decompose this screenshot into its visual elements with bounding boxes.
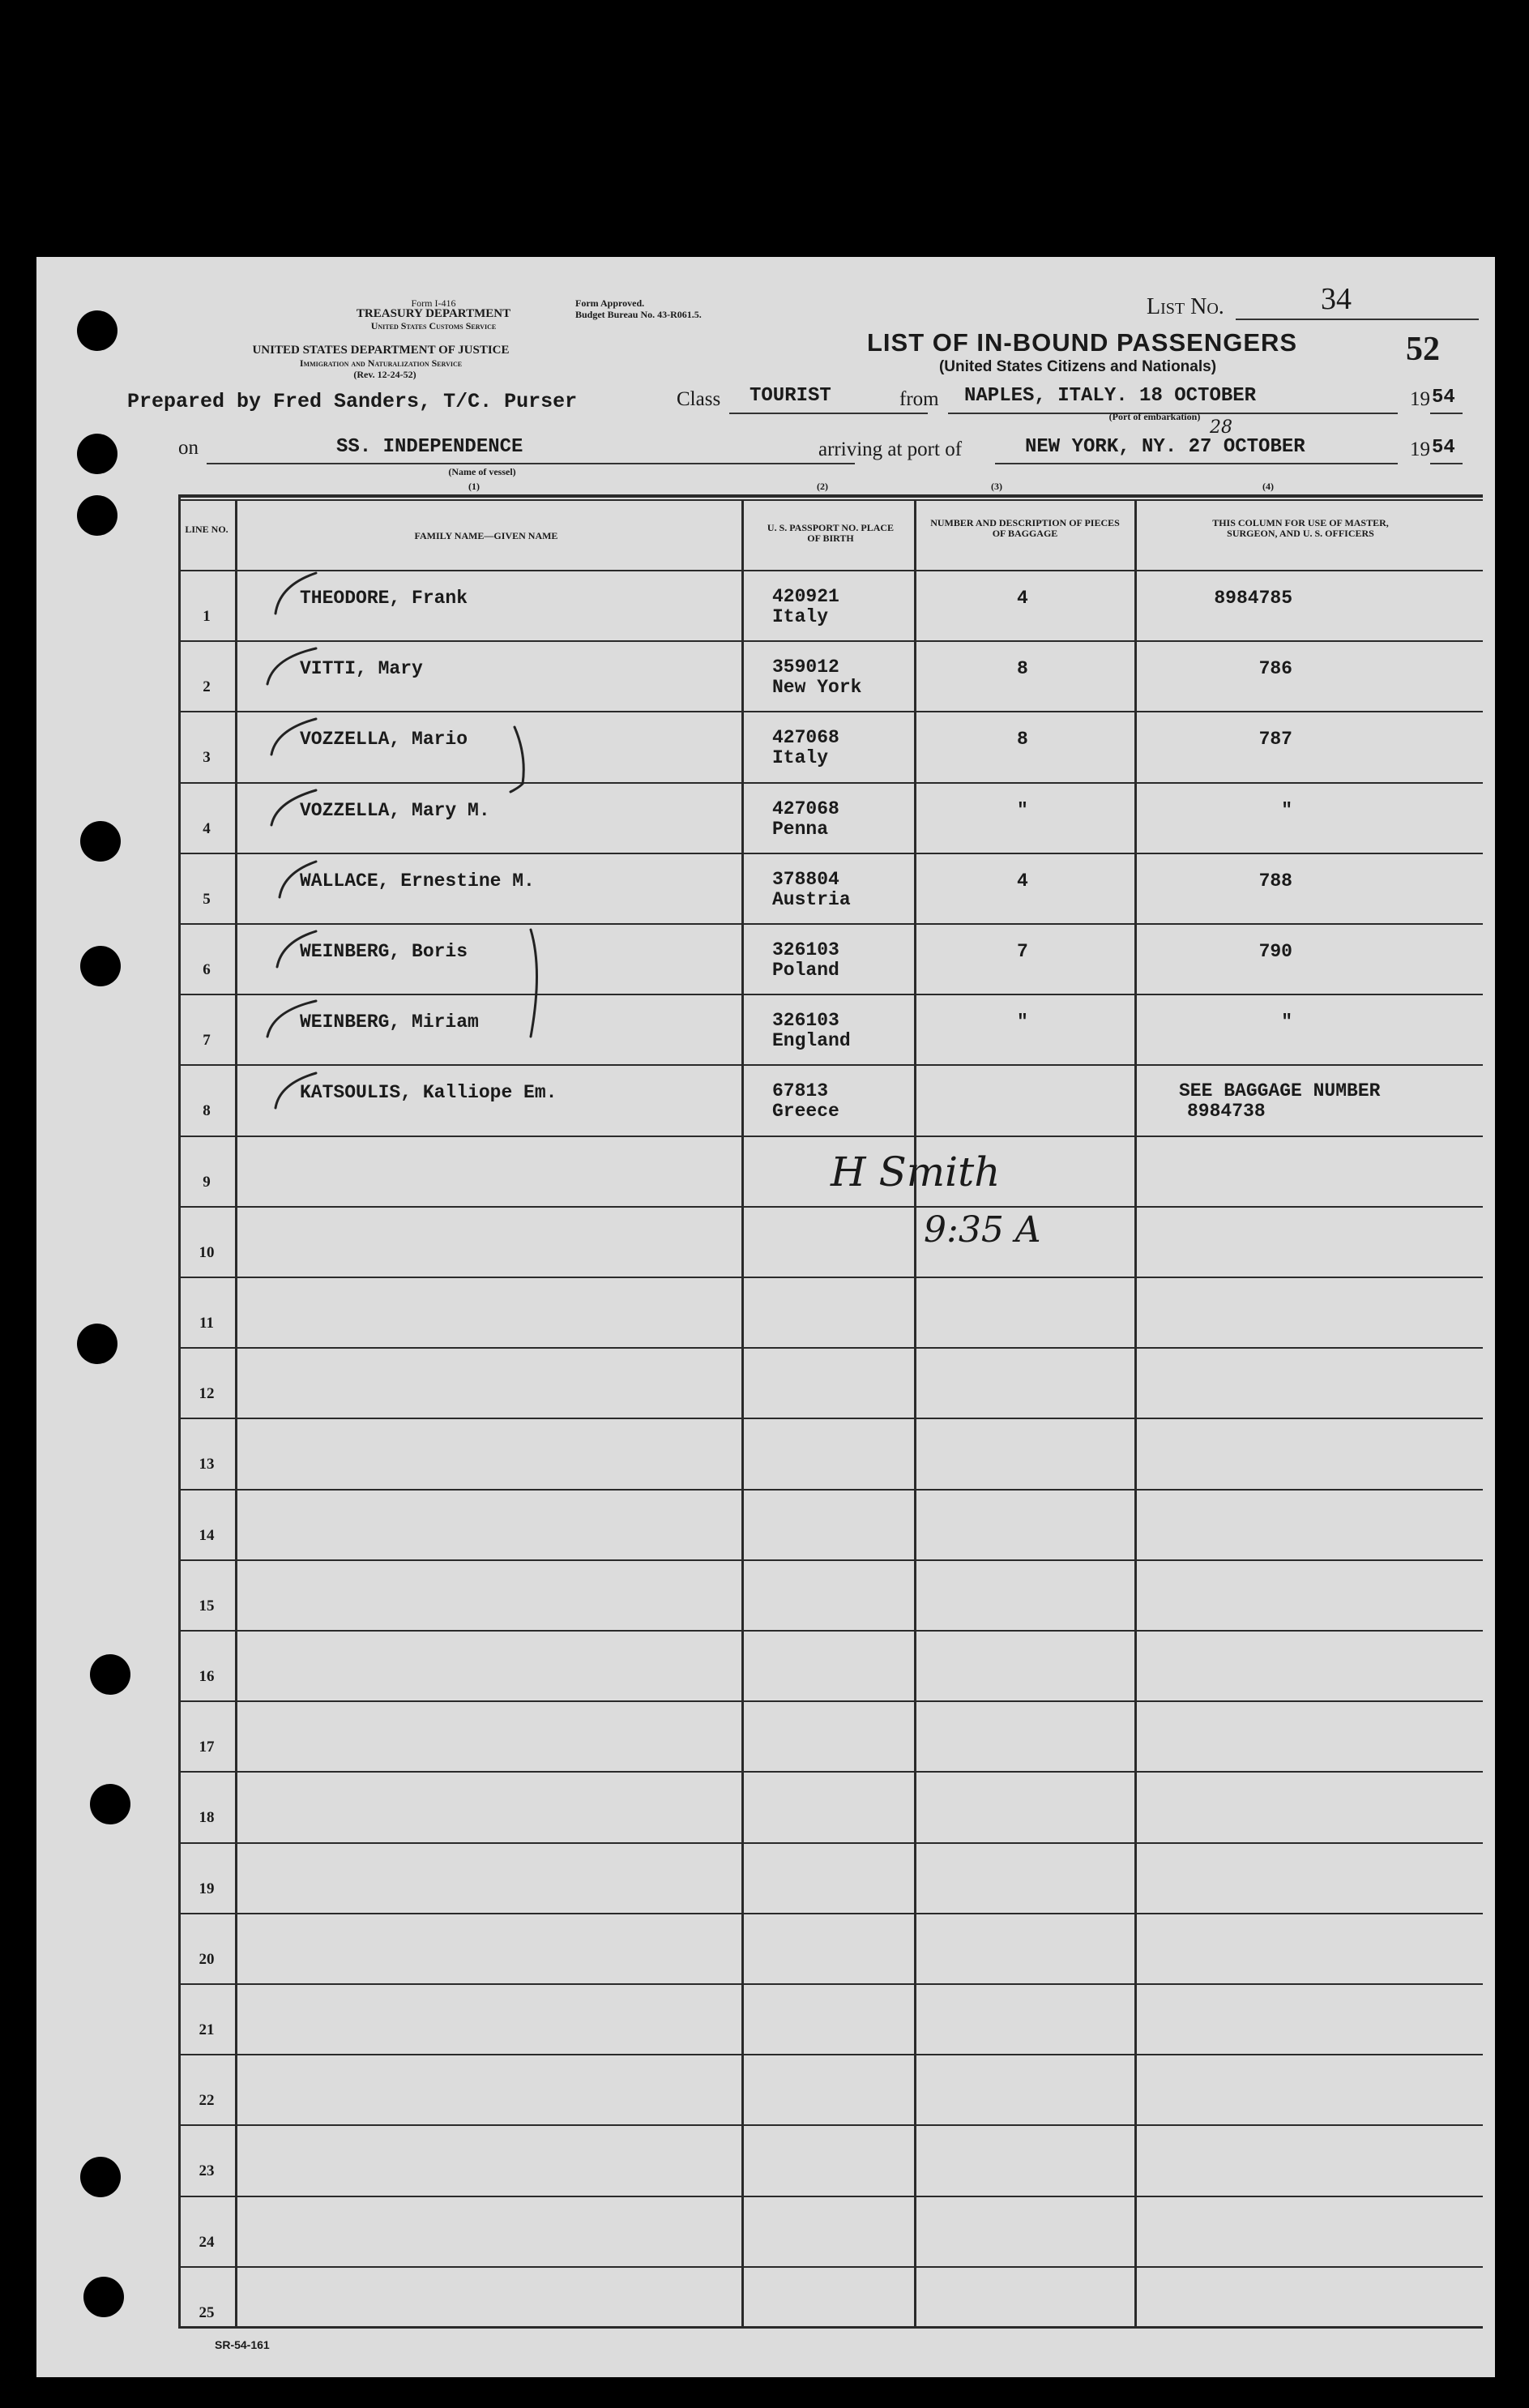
- baggage-count: ": [1017, 1012, 1028, 1033]
- manifest-page: [36, 257, 1495, 2377]
- row-number: 4: [203, 820, 211, 837]
- row-number: 14: [199, 1527, 215, 1544]
- row-number: 15: [199, 1597, 215, 1615]
- baggage-count: 4: [1017, 870, 1028, 892]
- passenger-name: VITTI, Mary: [300, 658, 423, 679]
- customs-service: United States Customs Service: [370, 320, 497, 331]
- passport-number: 427068: [772, 798, 839, 819]
- row-number: 6: [203, 961, 211, 978]
- vessel-name: SS. INDEPENDENCE: [336, 436, 523, 458]
- list-no-value: 34: [1321, 282, 1352, 316]
- row-number: 3: [203, 749, 211, 766]
- officer-note-number: 8984738: [1187, 1101, 1266, 1122]
- row-number: 24: [199, 2234, 215, 2251]
- arrival-correction: 28: [1210, 417, 1232, 438]
- justice-department: UNITED STATES DEPARTMENT OF JUSTICE: [252, 344, 510, 357]
- birth-place: Austria: [772, 889, 851, 910]
- checkmarks: [36, 257, 1495, 2377]
- year-suffix: 54: [1432, 387, 1455, 408]
- birth-place: Penna: [772, 819, 829, 840]
- vessel-caption: (Name of vessel): [448, 466, 516, 477]
- birth-place: Italy: [772, 606, 829, 627]
- row-number: 7: [203, 1032, 211, 1049]
- officer-note: SEE BAGGAGE NUMBER: [1179, 1080, 1381, 1101]
- form-approved: Form Approved.: [575, 297, 645, 309]
- arrival-value: NEW YORK, NY. 27 OCTOBER: [1025, 436, 1305, 458]
- revision-date: (Rev. 12-24-52): [353, 369, 416, 380]
- row-number: 22: [199, 2092, 215, 2109]
- class-label: Class: [677, 388, 721, 410]
- from-label: from: [899, 388, 939, 410]
- birth-place: Greece: [772, 1101, 839, 1122]
- passenger-name: WEINBERG, Miriam: [300, 1012, 479, 1033]
- passenger-name: KATSOULIS, Kalliope Em.: [300, 1082, 557, 1103]
- row-number: 20: [199, 1951, 215, 1968]
- baggage-count: 4: [1017, 588, 1028, 609]
- officer-number: ": [1281, 1012, 1292, 1033]
- officer-number: 8984785: [1214, 588, 1292, 609]
- passenger-name: WALLACE, Ernestine M.: [300, 870, 535, 892]
- time-note: 9:35 A: [924, 1209, 1041, 1251]
- row-number: 19: [199, 1880, 215, 1897]
- row-number: 12: [199, 1385, 215, 1402]
- birth-place: Poland: [772, 960, 839, 981]
- row-number: 11: [199, 1315, 214, 1332]
- on-label: on: [178, 437, 199, 459]
- baggage-count: ": [1017, 800, 1028, 821]
- row-number: 8: [203, 1102, 211, 1119]
- arriving-label: arriving at port of: [818, 438, 963, 460]
- passport-number: 359012: [772, 657, 839, 678]
- form-title: LIST OF IN-BOUND PASSENGERS: [867, 328, 1298, 357]
- arrival-year-prefix: 19: [1410, 438, 1430, 460]
- year-prefix: 19: [1410, 388, 1430, 410]
- col-num-1: (1): [468, 481, 480, 492]
- passport-number: 420921: [772, 586, 839, 607]
- col-header-passport: U. S. PASSPORT NO. PLACE OF BIRTH: [767, 522, 895, 544]
- col-header-officers: THIS COLUMN FOR USE OF MASTER, SURGEON, AND U. S. OFFICERS: [1212, 517, 1389, 539]
- col-num-2: (2): [817, 481, 828, 492]
- baggage-count: 8: [1017, 729, 1028, 750]
- form-subtitle: (United States Citizens and Nationals): [938, 358, 1217, 375]
- passenger-name: VOZZELLA, Mario: [300, 729, 468, 750]
- officer-number: ": [1281, 800, 1292, 821]
- row-number: 9: [203, 1174, 211, 1191]
- ins-service: Immigration and Naturalization Service: [299, 357, 463, 369]
- baggage-count: 8: [1017, 658, 1028, 679]
- birth-place: New York: [772, 677, 862, 698]
- arrival-year-suffix: 54: [1432, 437, 1455, 459]
- officer-number: 787: [1258, 729, 1292, 750]
- prepared-by: Prepared by Fred Sanders, T/C. Purser: [127, 390, 578, 413]
- col-header-baggage: NUMBER AND DESCRIPTION OF PIECES OF BAGGAGE: [930, 517, 1120, 539]
- passport-number: 326103: [772, 1010, 839, 1031]
- row-number: 10: [199, 1244, 215, 1261]
- list-no-label: List No.: [1147, 294, 1224, 319]
- row-number: 2: [203, 678, 211, 695]
- col-header-line: LINE NO.: [185, 524, 228, 535]
- row-number: 25: [199, 2304, 215, 2321]
- birth-place: England: [772, 1030, 851, 1051]
- signature: H Smith: [831, 1148, 1001, 1195]
- row-number: 23: [199, 2162, 215, 2179]
- class-value: TOURIST: [750, 385, 831, 407]
- col-num-4: (4): [1262, 481, 1274, 492]
- row-number: 18: [199, 1809, 215, 1826]
- page-number: 52: [1406, 331, 1440, 368]
- passport-number: 427068: [772, 727, 839, 748]
- row-number: 1: [203, 608, 211, 625]
- birth-place: Italy: [772, 747, 829, 768]
- from-value: NAPLES, ITALY. 18 OCTOBER: [964, 385, 1257, 407]
- passenger-name: VOZZELLA, Mary M.: [300, 800, 490, 821]
- row-number: 16: [199, 1668, 215, 1685]
- officer-number: 786: [1258, 658, 1292, 679]
- passenger-name: WEINBERG, Boris: [300, 941, 468, 962]
- col-num-3: (3): [991, 481, 1002, 492]
- passenger-name: THEODORE, Frank: [300, 588, 468, 609]
- row-number: 5: [203, 891, 211, 908]
- passport-number: 326103: [772, 939, 839, 960]
- row-number: 21: [199, 2021, 215, 2038]
- baggage-count: 7: [1017, 941, 1028, 962]
- officer-number: 790: [1258, 941, 1292, 962]
- officer-number: 788: [1258, 870, 1292, 892]
- form-number: Form I-416: [411, 297, 456, 309]
- port-embarkation-caption: (Port of embarkation): [1108, 411, 1201, 422]
- passport-number: 378804: [772, 869, 839, 890]
- footer-code: SR-54-161: [215, 2338, 270, 2351]
- budget-bureau: Budget Bureau No. 43-R061.5.: [575, 309, 702, 320]
- treasury-department: TREASURY DEPARTMENT: [356, 307, 511, 320]
- row-number: 13: [199, 1456, 215, 1473]
- passport-number: 67813: [772, 1080, 829, 1101]
- row-number: 17: [199, 1739, 215, 1756]
- col-header-name: FAMILY NAME—GIVEN NAME: [414, 530, 558, 541]
